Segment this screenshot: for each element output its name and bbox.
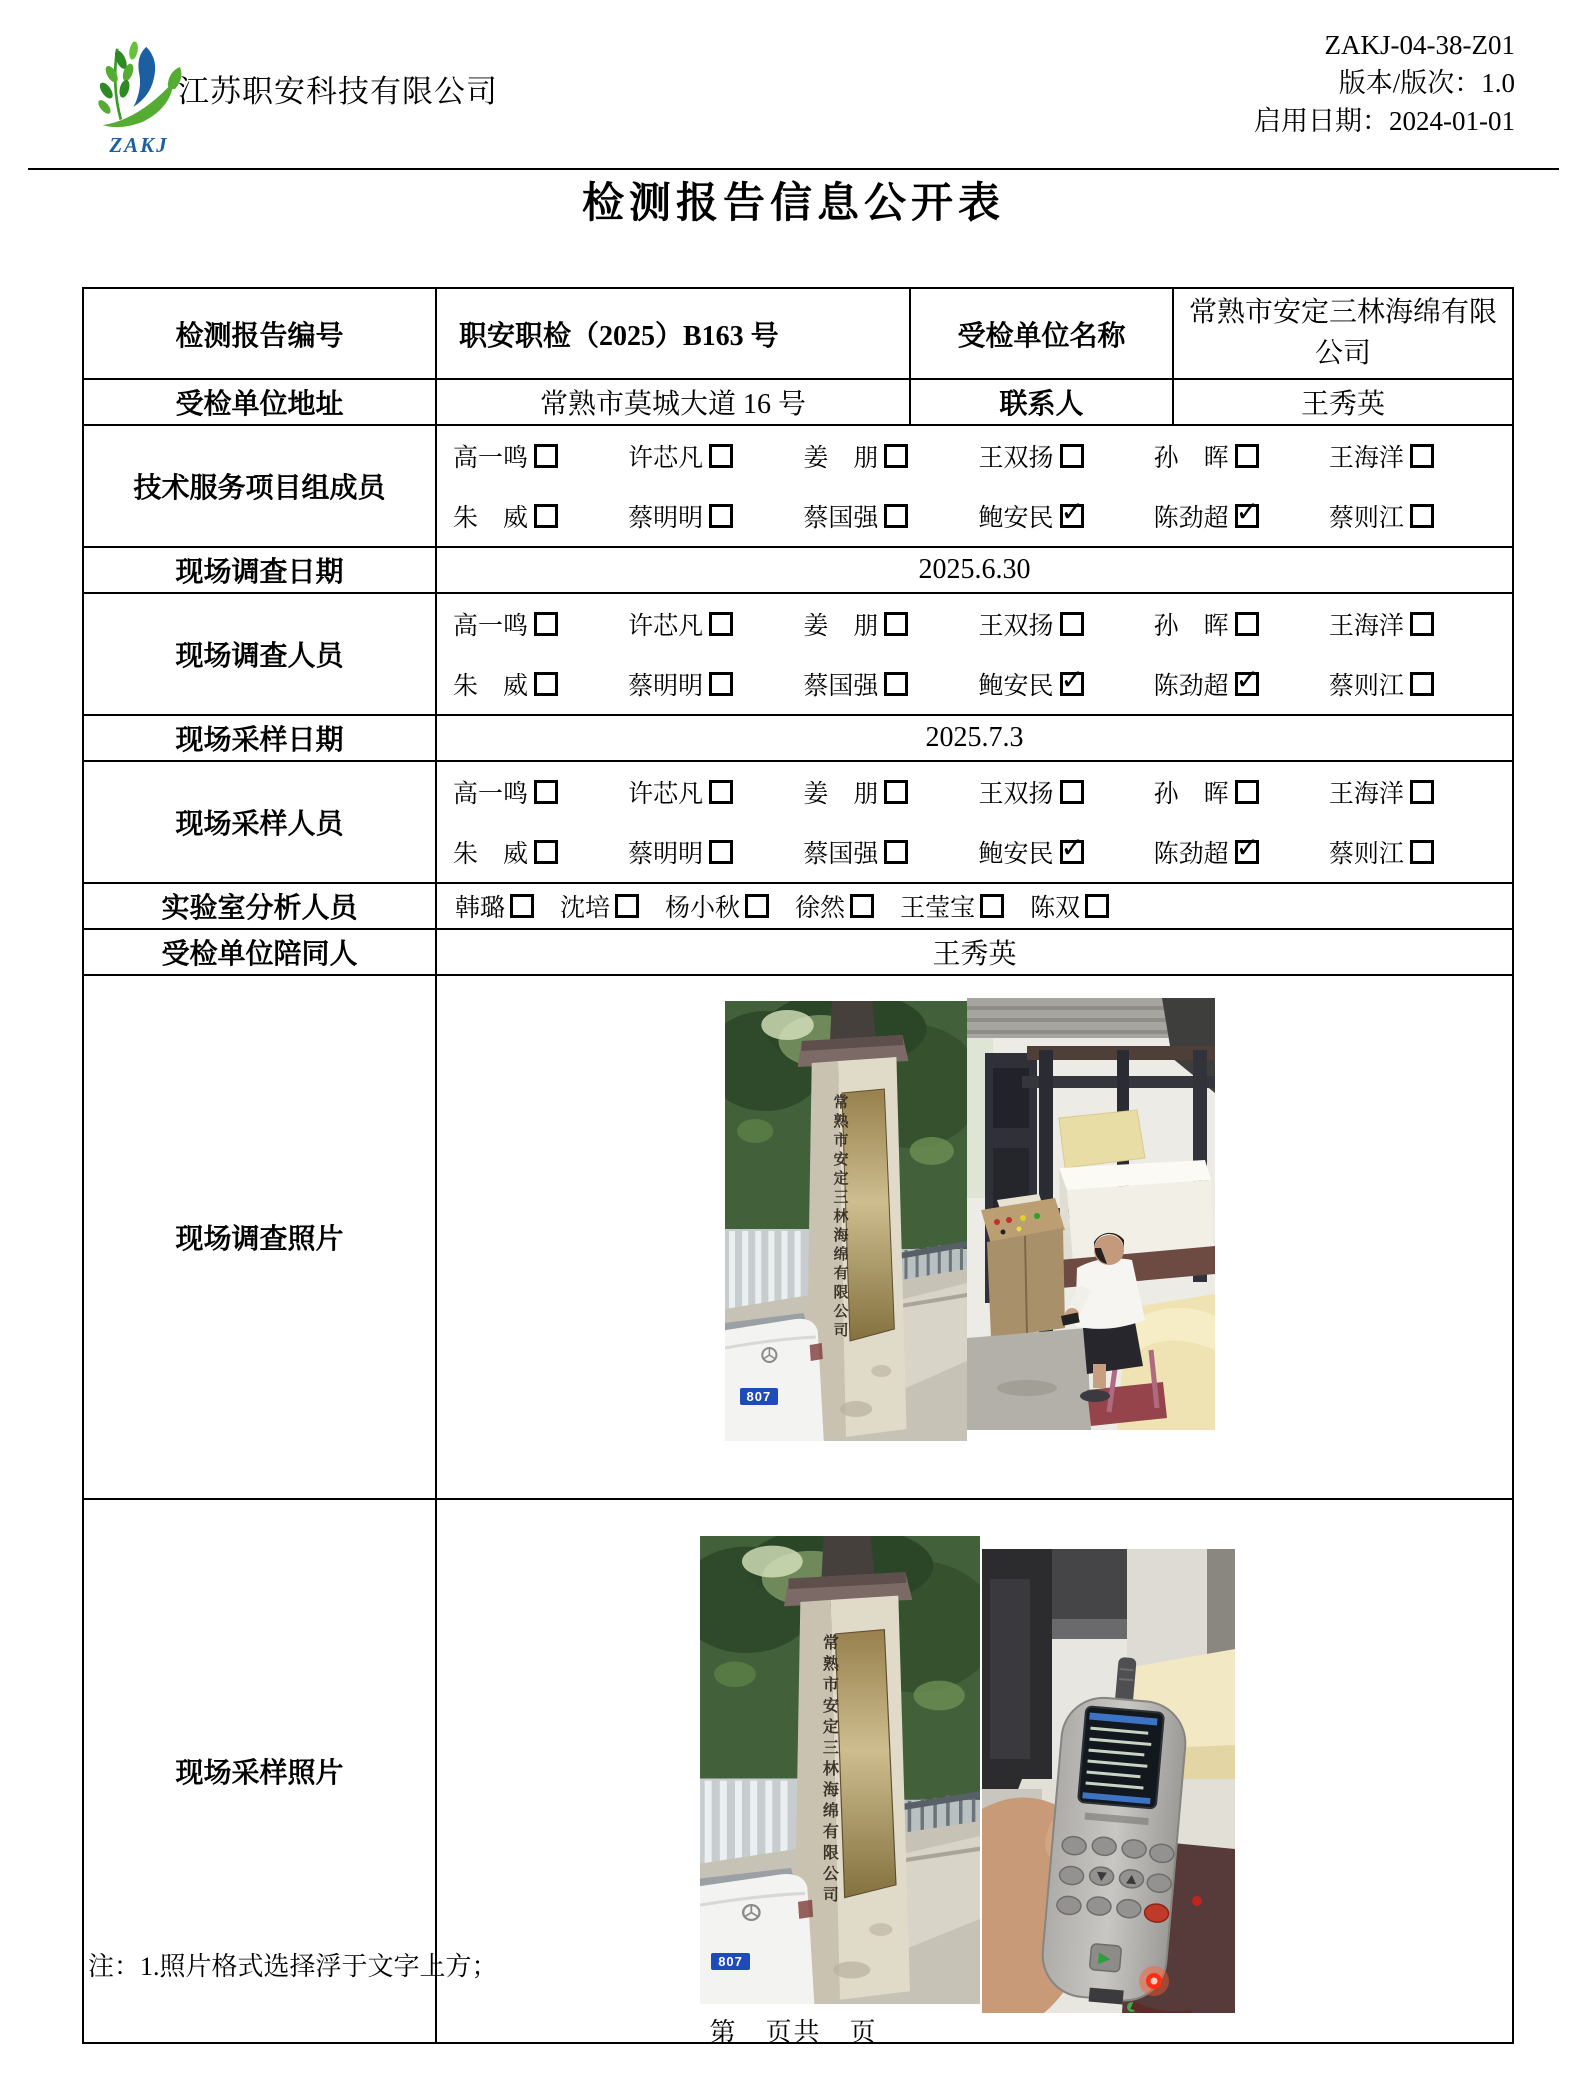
staff-name: 王莹宝 (900, 895, 976, 923)
checkbox[interactable] (615, 894, 639, 918)
unit-name-label: 受检单位名称 (910, 288, 1173, 379)
checkbox[interactable] (1235, 444, 1259, 468)
staff-member (979, 606, 1154, 642)
report-info-table (82, 287, 1514, 2044)
team-members-grid (437, 426, 1512, 546)
staff-member (628, 498, 803, 534)
escort-label: 受检单位陪同人 (83, 929, 436, 975)
staff-name: 许芯凡 (628, 781, 704, 809)
row-survey-staff (83, 593, 1513, 715)
gate-sign-text: 常熟市安定三林海绵有限公司 (831, 1093, 848, 1341)
staff-member (628, 774, 803, 810)
gate-sign-text: 常熟市安定三林海绵有限公司 (820, 1634, 838, 1908)
checkbox[interactable] (709, 780, 733, 804)
staff-name: 孙 晖 (1153, 445, 1229, 473)
checkbox[interactable] (1410, 672, 1434, 696)
checkbox[interactable] (709, 444, 733, 468)
checkbox[interactable] (884, 672, 908, 696)
checkbox[interactable] (884, 840, 908, 864)
contact-label: 联系人 (910, 379, 1173, 425)
staff-name: 鲍安民 (978, 841, 1054, 869)
gate-scene-illustration (700, 1536, 980, 2004)
staff-name: 鲍安民 (978, 505, 1054, 533)
staff-member (628, 834, 803, 870)
staff-name: 鲍安民 (978, 673, 1054, 701)
staff-member (1154, 498, 1329, 534)
staff-name: 蔡国强 (803, 505, 879, 533)
row-survey-photos (83, 975, 1513, 1499)
company-logo (93, 36, 185, 136)
staff-name: 许芯凡 (628, 445, 704, 473)
staff-name: 蔡明明 (628, 841, 704, 869)
staff-name: 高一鸣 (453, 781, 529, 809)
staff-name: 高一鸣 (453, 613, 529, 641)
staff-name: 陈劲超 (1153, 505, 1229, 533)
staff-name: 王海洋 (1328, 613, 1404, 641)
staff-member (1154, 438, 1329, 474)
checkbox[interactable] (980, 894, 1004, 918)
staff-name: 陈双 (1030, 895, 1081, 923)
staff-member (803, 666, 978, 702)
staff-member (803, 774, 978, 810)
checkbox[interactable] (884, 780, 908, 804)
staff-member (453, 438, 628, 474)
checkbox[interactable] (884, 444, 908, 468)
staff-name: 朱 威 (453, 505, 529, 533)
staff-member (1154, 606, 1329, 642)
staff-member (979, 834, 1154, 870)
lab-staff-list (437, 888, 1512, 924)
report-no-label: 检测报告编号 (83, 288, 436, 379)
staff-member (453, 774, 628, 810)
sound-meter-scene-illustration (982, 1549, 1235, 2013)
company-name: 江苏职安科技有限公司 (178, 74, 498, 109)
contact-value: 王秀英 (1173, 379, 1513, 425)
sampling-photo-cell (436, 1499, 1513, 2043)
staff-member (803, 606, 978, 642)
checkbox[interactable] (1060, 504, 1084, 528)
address-value: 常熟市莫城大道 16 号 (436, 379, 910, 425)
row-lab-staff (83, 883, 1513, 929)
staff-name: 姜 朋 (803, 613, 879, 641)
staff-name: 蔡明明 (628, 673, 704, 701)
row-sampling-date (83, 715, 1513, 761)
checkbox[interactable] (1060, 780, 1084, 804)
checkbox[interactable] (850, 894, 874, 918)
row-survey-date (83, 547, 1513, 593)
survey-staff-label: 现场调查人员 (83, 593, 436, 715)
staff-member (1030, 888, 1109, 924)
staff-name: 孙 晖 (1153, 781, 1229, 809)
staff-member (455, 888, 534, 924)
checkbox[interactable] (1235, 840, 1259, 864)
checkbox[interactable] (709, 504, 733, 528)
sampling-photo-gate (700, 1536, 980, 2004)
checkbox[interactable] (510, 894, 534, 918)
staff-name: 韩璐 (455, 895, 506, 923)
checkbox[interactable] (884, 504, 908, 528)
checkbox[interactable] (1410, 612, 1434, 636)
logo-text: ZAKJ (109, 133, 169, 157)
staff-member (453, 834, 628, 870)
staff-name: 王双扬 (978, 445, 1054, 473)
lab-staff-label: 实验室分析人员 (83, 883, 436, 929)
checkbox[interactable] (1060, 612, 1084, 636)
checkbox[interactable] (884, 612, 908, 636)
staff-name: 蔡则江 (1328, 505, 1404, 533)
staff-member (665, 888, 769, 924)
checkbox[interactable] (1235, 504, 1259, 528)
row-team-members (83, 425, 1513, 547)
page-number-footer: 第 页共 页 (709, 2018, 878, 2047)
row-report-no (83, 288, 1513, 379)
staff-name: 朱 威 (453, 673, 529, 701)
footnote: 注：1.照片格式选择浮于文字上方； (88, 1952, 498, 1981)
staff-name: 蔡国强 (803, 841, 879, 869)
staff-name: 姜 朋 (803, 445, 879, 473)
checkbox[interactable] (1060, 444, 1084, 468)
checkbox[interactable] (534, 612, 558, 636)
survey-staff-grid (437, 594, 1512, 714)
staff-name: 陈劲超 (1153, 841, 1229, 869)
factory-scene-illustration (967, 998, 1215, 1430)
page-title: 检测报告信息公开表 (581, 181, 1005, 227)
staff-name: 高一鸣 (453, 445, 529, 473)
staff-member (628, 438, 803, 474)
unit-name-value: 常熟市安定三林海绵有限公司 (1173, 288, 1513, 379)
staff-member (1329, 666, 1504, 702)
document-meta (1254, 26, 1515, 140)
survey-date-label: 现场调查日期 (83, 547, 436, 593)
survey-photo-label: 现场调查照片 (83, 975, 436, 1499)
checkbox[interactable] (1060, 672, 1084, 696)
team-label: 技术服务项目组成员 (83, 425, 436, 547)
checkbox[interactable] (1060, 840, 1084, 864)
staff-member (979, 774, 1154, 810)
escort-value: 王秀英 (436, 929, 1513, 975)
checkbox[interactable] (1410, 840, 1434, 864)
checkbox[interactable] (1235, 780, 1259, 804)
checkbox[interactable] (709, 672, 733, 696)
checkbox[interactable] (1085, 894, 1109, 918)
sampling-staff-grid (437, 762, 1512, 882)
staff-member (1154, 666, 1329, 702)
staff-member (795, 888, 874, 924)
checkbox[interactable] (534, 504, 558, 528)
sampling-staff-label: 现场采样人员 (83, 761, 436, 883)
sampling-photo-meter (982, 1549, 1235, 2013)
checkbox[interactable] (709, 612, 733, 636)
staff-member (803, 834, 978, 870)
survey-photo-gate (725, 1001, 967, 1441)
address-label: 受检单位地址 (83, 379, 436, 425)
sampling-date-value: 2025.7.3 (436, 715, 1513, 761)
license-plate: 807 (740, 1388, 779, 1405)
staff-member (453, 606, 628, 642)
staff-member (453, 498, 628, 534)
checkbox[interactable] (745, 894, 769, 918)
staff-member (1329, 834, 1504, 870)
staff-name: 王海洋 (1328, 445, 1404, 473)
survey-photo-cell (436, 975, 1513, 1499)
staff-name: 蔡则江 (1328, 673, 1404, 701)
checkbox[interactable] (1410, 780, 1434, 804)
staff-name: 蔡明明 (628, 505, 704, 533)
checkbox[interactable] (534, 444, 558, 468)
staff-name: 杨小秋 (665, 895, 741, 923)
staff-name: 蔡则江 (1328, 841, 1404, 869)
staff-member (560, 888, 639, 924)
row-escort (83, 929, 1513, 975)
staff-name: 王海洋 (1328, 781, 1404, 809)
staff-member (1154, 774, 1329, 810)
survey-date-value: 2025.6.30 (436, 547, 1513, 593)
checkbox[interactable] (1235, 672, 1259, 696)
staff-name: 沈培 (560, 895, 611, 923)
doc-code: ZAKJ-04-38-Z01 (1324, 30, 1515, 60)
staff-member (1329, 774, 1504, 810)
staff-member (1329, 438, 1504, 474)
staff-member (803, 438, 978, 474)
staff-member (1329, 498, 1504, 534)
checkbox[interactable] (534, 672, 558, 696)
staff-name: 王双扬 (978, 781, 1054, 809)
staff-name: 姜 朋 (803, 781, 879, 809)
doc-version: 版本/版次：1.0 (1338, 68, 1515, 98)
report-no-value: 职安职检（2025）B163 号 (436, 288, 910, 379)
checkbox[interactable] (1410, 444, 1434, 468)
sampling-date-label: 现场采样日期 (83, 715, 436, 761)
staff-member (453, 666, 628, 702)
staff-name: 许芯凡 (628, 613, 704, 641)
staff-member (979, 666, 1154, 702)
staff-member (1329, 606, 1504, 642)
staff-member (628, 666, 803, 702)
staff-name: 陈劲超 (1153, 673, 1229, 701)
staff-member (1154, 834, 1329, 870)
checkbox[interactable] (1410, 504, 1434, 528)
row-sampling-staff (83, 761, 1513, 883)
staff-name: 蔡国强 (803, 673, 879, 701)
sampling-photo-label: 现场采样照片 (83, 1499, 436, 2043)
survey-photo-machine (967, 998, 1215, 1430)
row-address (83, 379, 1513, 425)
staff-name: 徐然 (795, 895, 846, 923)
checkbox[interactable] (1235, 612, 1259, 636)
staff-name: 朱 威 (453, 841, 529, 869)
staff-member (979, 498, 1154, 534)
license-plate: 807 (711, 1953, 750, 1970)
checkbox[interactable] (534, 780, 558, 804)
staff-member (803, 498, 978, 534)
checkbox[interactable] (534, 840, 558, 864)
checkbox[interactable] (709, 840, 733, 864)
staff-name: 王双扬 (978, 613, 1054, 641)
staff-name: 孙 晖 (1153, 613, 1229, 641)
doc-enable-date: 启用日期：2024-01-01 (1254, 106, 1515, 136)
staff-member (628, 606, 803, 642)
staff-member (900, 888, 1004, 924)
staff-member (979, 438, 1154, 474)
